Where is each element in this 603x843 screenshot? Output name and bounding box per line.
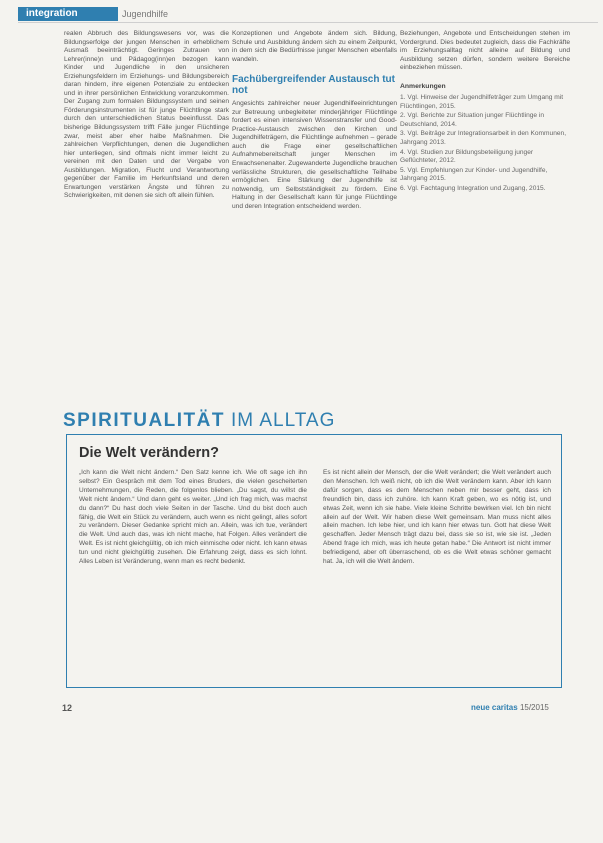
article-column-2 [232,30,397,380]
note-item: 5. Vgl. Empfehlungen zur Kinder- und Jugendhilfe, Jahrgang 2015. [400,166,548,183]
article-column-1 [64,30,229,380]
box-column-1 [79,469,307,683]
header-divider [18,22,598,23]
box-title: Die Welt verändern? [79,445,219,461]
note-item: 2. Vgl. Berichte zur Situation junger Flüchtlinge in Deutschland, 2014. [400,112,545,128]
note-item: 1. Vgl. Hinweise der Jugendhilfeträger zum Umgang mit Flüchtlingen, 2015. [400,94,564,110]
box-column-2 [323,469,551,683]
banner-title-strong: SPIRITUALITÄT [63,410,225,431]
section-tag: integration [18,7,118,21]
column-banner [63,410,335,432]
spirituality-box [66,434,562,688]
box-paragraph: „Ich kann die Welt nicht ändern.“ Den Satz kenne ich. Wie oft sage ich ihn selbst? Ein Gespräch mit dem Tod eines Bruders, die vielen gescheiterten Unternehmungen, die Reden, die folgenlos blieben. „Du sagst, du willst die Welt nicht ändern.“ Und dann geht es weiter. „Und ich frag mich, was machst du dann?“ Du hast doch viele Seiten in der Tasche. Und du bist doch auch fähig, die Welt ein Stück zu verändern, auch wenn es nicht gelingt, alles sofort zu verändern. Dieser Gedanke spricht mich an. Allein, was ich tue, verändert die Welt. Und auch das, was ich nicht mache, hat Folgen. Alles verändert die Welt. Es ist nicht gleichgültig, ob ich mich einmische oder nicht. Ich kann etwas tun und nicht gleichgültig zusehen. Die Erfahrung zeigt, dass es sich lohnt. Alles Leben ist Veränderung, wenn man es recht bedenkt. [79,469,307,566]
issue-number: 15/2015 [519,703,549,712]
article-column-3 [400,30,570,380]
note-item: 4. Vgl. Studien zur Bildungsbeteiligung junger Geflüchteter, 2012. [400,148,534,165]
banner-title-light: IM ALLTAG [231,410,336,431]
note-item: 6. Vgl. Fachtagung Integration und Zugang, 2015. [400,184,546,192]
page-number: 12 [62,703,73,713]
article-paragraph: Konzeptionen und Angebote ändern sich. Bildung, Schule und Ausbildung ändern sich zu einem Zeitpunkt, in dem sich die Bedürfnisse junger Menschen ebenfalls wandeln. [232,30,397,63]
magazine-footer [471,703,549,712]
subsection-label: Jugendhilfe [122,9,169,19]
notes-heading: Anmerkungen [400,82,446,90]
article-paragraph: Beziehungen, Angebote und Entscheidungen stehen im Vordergrund. Dies bedeutet zugleich, dass die Fachkräfte im Erziehungsalltag nicht alleine auf Bildung und Ausbildung setzen dürfen, sondern weitere Bereiche einbeziehen müssen. [400,30,570,72]
article-paragraph: realen Abbruch des Bildungswesens vor, was die Bildungserfolge der jungen Menschen in erheblichem Ausmaß beeinträchtigt. Geringes Zutrauen von Lehrer(inne)n und Pädagog(inn)en bezogen kann Kinder und Jugendliche in den unsicheren Erziehungsfeldern im Erziehungs- und Bildungsbereich daran hindern, ihre eigenen Potenziale zu entdecken und in ihrer persönlichen Entwicklung voranzukommen. Der Zugang zum formalen Bildungssystem und seinen Förderungsinstrumenten ist für junge Flüchtlinge stark durch den unterschiedlichen Status beeinflusst. Das bisherige Bildungssystem trifft Fälle junger Flüchtlinge zwar, meist aber eher halbe Maßnahmen. Die zahlreichen Verpflichtungen, denen die Jugendlichen hier unterliegen, sind oftmals nicht immer leicht zu vereinen mit den Daten und der Vergabe von Ausbildungen. Migration, Flucht und Verantwortung gegenüber der Familie im Herkunftsland und deren Erwartungen verstärken Ängste und führen zu Schwierigkeiten, mit denen sie sich oft allein fühlen. [64,30,229,200]
magazine-name: neue caritas [471,703,518,712]
notes-list [400,94,570,193]
article-paragraph: Angesichts zahlreicher neuer Jugendhilfeeinrichtungen zur Betreuung unbegleiteter minderjähriger Flüchtlinge fordert es einen intensiven Wissenstransfer und Good-Practice-Austausch zwischen den Kirchen und Jugendhilfeträgern, die Flüchtlinge aufnehmen – gerade auch die Frage einer gesellschaftlichen Aufnahmebereitschaft junger Menschen im Erwachsenenalter. Zugewanderte Jugendliche brauchen verlässliche Strukturen, die gesellschaftliche Teilhabe ermöglichen. Eine Stärkung der Jugendhilfe ist notwendig, um Selbstständigkeit zu fördern. Eine Haltung in der Gesellschaft kann für junge Flüchtlinge und deren Integration entscheidend werden. [232,100,397,210]
article-subheading: Fachübergreifender Austausch tut not [232,74,395,97]
note-item: 3. Vgl. Beiträge zur Integrationsarbeit in den Kommunen, Jahrgang 2013. [400,130,567,147]
box-paragraph: Es ist nicht allein der Mensch, der die Welt verändert; die Welt verändert auch den Menschen. Ich weiß nicht, ob ich die Welt verändern kann. Aber ich kann dafür sorgen, dass es dem Menschen neben mir besser geht, dass ich freundlich bin, dass ich zuhöre. Ich kann Kraft geben, wo es nötig ist, und etwas Zeit, wenn ich sie habe. Viele kleine Schritte bewirken viel. Ich bin nicht allein auf der Welt. Wir haben diese Welt gemeinsam. Man muss nicht alles allein machen. Ich lebe hier, und ich kann hier etwas tun. Gott hat diese Welt geschaffen. Jeder Mensch trägt dazu bei, dass sie so ist, wie sie ist. „Jeden Abend frage ich mich, was ich heute getan habe.“ Die Antwort ist nicht immer befriedigend, aber oft überraschend, ob es die Welt etwas schöner gemacht hat. Ja, ich will die Welt ändern. [323,469,551,566]
